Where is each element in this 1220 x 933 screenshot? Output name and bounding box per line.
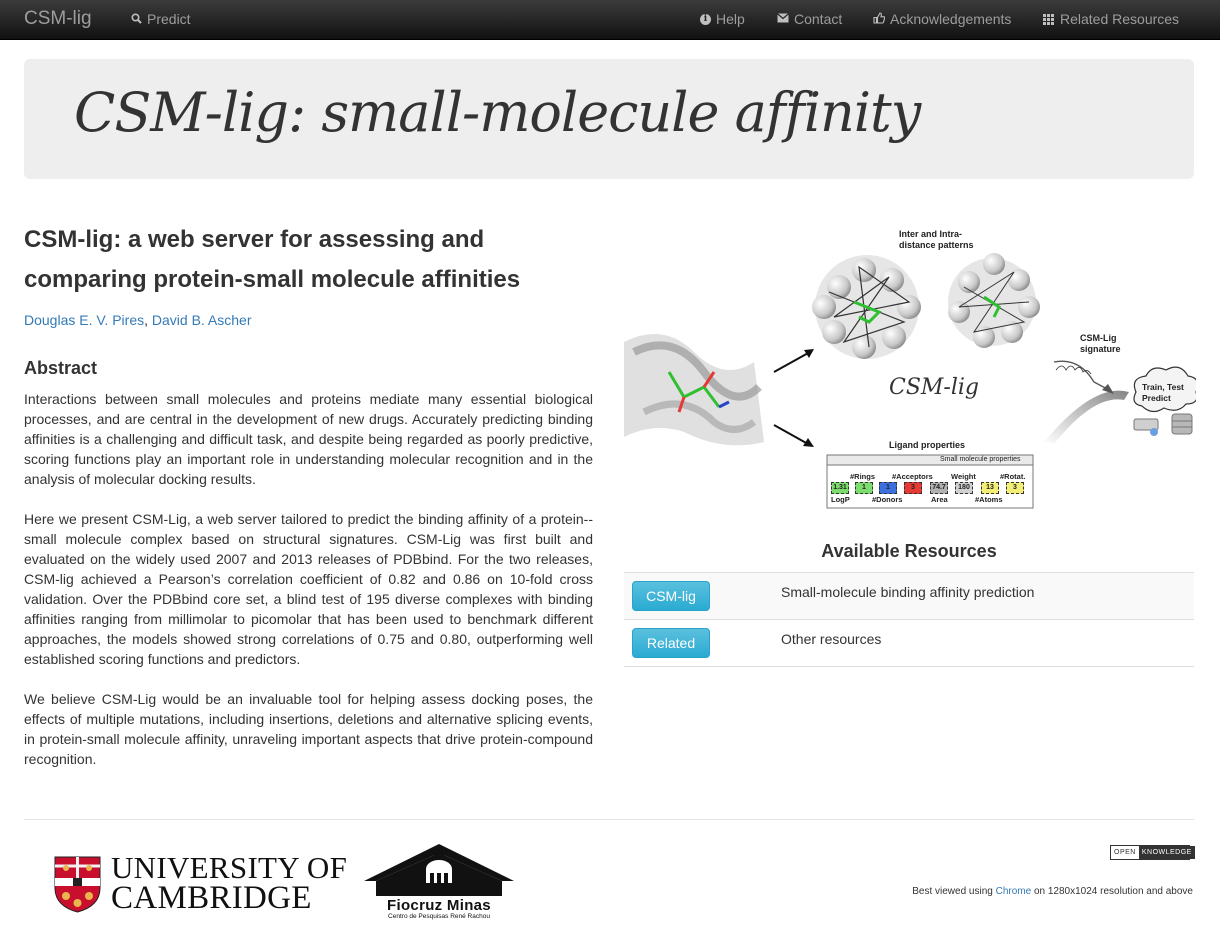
resource-description: Other resources — [781, 631, 882, 647]
csm-lig-button[interactable]: CSM-lig — [632, 581, 710, 611]
cambridge-crest-logo — [54, 856, 101, 913]
nav-related-resources[interactable] — [1043, 11, 1179, 27]
prop-value-weight: 180 — [955, 482, 973, 494]
author-link-ascher[interactable]: David B. Ascher — [151, 312, 252, 328]
prop-label-rings: #Rings — [850, 472, 876, 481]
prop-label-atoms: #Atoms — [975, 495, 1003, 504]
cambridge-logo-text — [111, 850, 348, 916]
prop-value-area: 74.7 — [930, 482, 948, 494]
abstract-paragraph-1: Interactions between small molecules and proteins mediate many essential biological processes, and are central in the development of new drugs. Accurately predicting binding affinities is a challenging and difficult task, and despite being regarded as poorly predictive, scoring functions play an important role in understanding molecular recognition and in the analysis of molecular docking results. — [24, 391, 593, 487]
csm-lig-workflow-figure — [624, 222, 1196, 514]
nav-help-label: Help — [716, 11, 745, 27]
search-icon — [131, 13, 142, 26]
prop-label-logp: LogP — [831, 495, 850, 504]
protein-structure — [624, 334, 764, 445]
prop-label-weight: Weight — [951, 472, 976, 481]
prop-value-rotat: 3 — [1006, 482, 1024, 494]
abstract-heading: Abstract — [24, 358, 98, 378]
nav-acknowledgements-label: Acknowledgements — [890, 11, 1012, 27]
resources-table — [624, 572, 1194, 667]
abstract-paragraph-3: We believe CSM-Lig would be an invaluable tool for helping assess docking poses, the effects of multiple mutations, including insertions, deletions and alternative splicing events, in protein-small molecule affinity, unraveling important aspects that drive protein-compound recognition. — [24, 691, 593, 767]
prop-value-donors: 1 — [879, 482, 897, 494]
open-knowledge-badge[interactable] — [1110, 845, 1190, 860]
cambridge-line-1: UNIVERSITY OF — [111, 850, 348, 885]
train-test-label: Train, Test Predict — [1142, 382, 1184, 403]
jumbotron-title: CSM-lig: small-molecule affinity — [74, 81, 921, 144]
prop-value-logp: 1.31 — [831, 482, 849, 494]
prop-value-rings: 1 — [855, 482, 873, 494]
resource-description: Small-molecule binding affinity prediction — [781, 584, 1035, 600]
fiocruz-building-logo — [362, 841, 516, 901]
related-button[interactable]: Related — [632, 628, 710, 658]
prop-value-acceptors: 3 — [904, 482, 922, 494]
thumbs-up-icon — [873, 12, 885, 26]
info-icon: i — [700, 14, 711, 25]
distance-pattern-cluster-right — [948, 253, 1040, 348]
grid-icon — [1043, 14, 1054, 25]
nav-predict[interactable] — [131, 11, 191, 27]
chrome-link[interactable]: Chrome — [995, 886, 1032, 897]
available-resources-heading: Available Resources — [821, 541, 997, 561]
ligand-properties-label: Ligand properties — [889, 440, 966, 450]
author-separator: , — [144, 312, 148, 328]
open-knowledge-left: OPEN — [1111, 846, 1139, 859]
paper-title: CSM-lig: a web server for assessing and comparing protein-small molecule affinities — [24, 226, 521, 293]
cambridge-line-2: CAMBRIDGE — [111, 880, 312, 916]
nav-predict-label: Predict — [147, 11, 191, 27]
nav-help[interactable] — [700, 11, 745, 27]
prop-label-area: Area — [931, 495, 948, 504]
best-viewed-suffix: on 1280x1024 resolution and above — [1033, 886, 1193, 897]
abstract-paragraph-2: Here we present CSM-Lig, a web server tailored to predict the binding affinity of a protein--small molecule complex based on structural signatures. CSM-Lig was first built and evaluated on the widely used 2007 and 2013 releases of PDBbind. For the two releases, CSM-lig achieved a Pearson’s correlation coefficient of 0.82 and 0.86 on 10-fold cross validation. Over the PDBbind core set, a blind test of 195 diverse complexes with binding affinities ranging from millimolar to picomolar that has been used to benchmark different approaches, the models showed strong correlations of 0.75 and 0.80, outperforming well established scoring functions and predictors. — [24, 511, 593, 667]
navbar-brand[interactable]: CSM-lig — [24, 8, 92, 29]
csm-lig-center-logo: CSM-lig — [889, 375, 980, 400]
top-navbar — [0, 0, 1220, 40]
small-molecule-properties-header: Small molecule properties — [940, 456, 1021, 463]
inter-intra-label: Inter and Intra- distance patterns — [899, 229, 974, 250]
nav-contact-label: Contact — [794, 11, 843, 27]
footer-divider — [24, 819, 1194, 820]
nav-contact[interactable] — [777, 11, 842, 27]
author-list — [24, 310, 252, 330]
best-viewed-prefix: Best viewed using — [912, 886, 993, 897]
table-row — [624, 573, 1194, 620]
jumbotron-banner — [24, 59, 1194, 179]
prop-label-rotat: #Rotat. — [1000, 472, 1026, 481]
prop-value-atoms: 13 — [981, 482, 999, 494]
table-row — [624, 620, 1194, 667]
prop-label-donors: #Donors — [872, 495, 903, 504]
csm-lig-signature-label: CSM-Lig signature — [1080, 333, 1121, 354]
distance-pattern-cluster-left — [812, 255, 921, 359]
open-knowledge-right: KNOWLEDGE — [1139, 846, 1195, 859]
envelope-icon — [777, 13, 789, 25]
best-viewed-note — [912, 886, 1193, 897]
nav-acknowledgements[interactable] — [873, 11, 1011, 27]
prop-label-acceptors: #Acceptors — [892, 472, 933, 481]
fiocruz-subtitle: Centro de Pesquisas René Rachou — [388, 913, 490, 920]
author-link-pires[interactable]: Douglas E. V. Pires — [24, 312, 145, 328]
fiocruz-name: Fiocruz Minas — [387, 897, 491, 914]
nav-related-resources-label: Related Resources — [1060, 11, 1180, 27]
